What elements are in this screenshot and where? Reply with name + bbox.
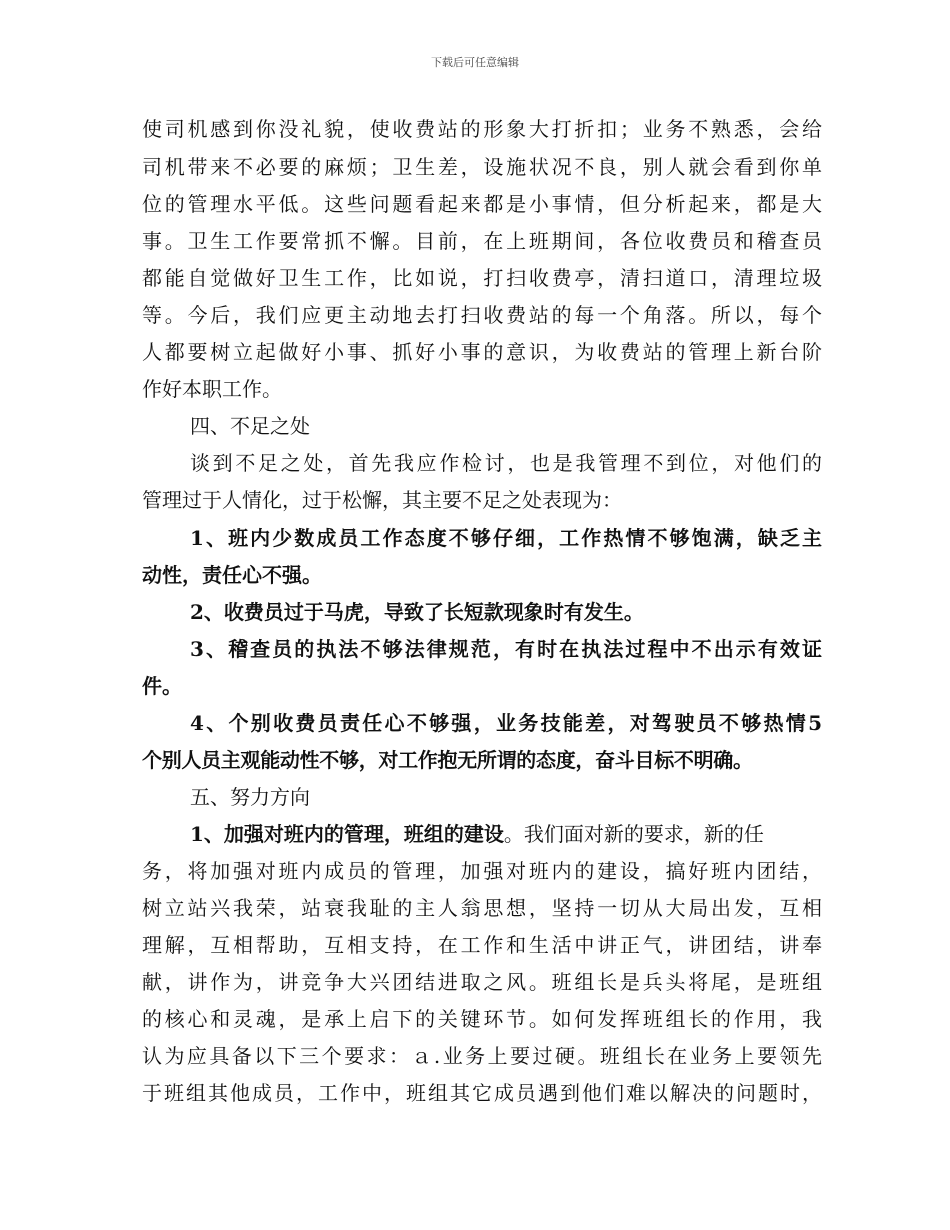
- paragraph-line: 都能自觉做好卫生工作，比如说，打扫收费亭，清扫道口，清理垃圾: [142, 266, 822, 290]
- list-item-line: 动性，责任心不强。: [142, 563, 322, 587]
- list-item-line: 2、收费员过于马虎，导致了长短款现象时有发生。: [190, 600, 644, 624]
- paragraph-line: 司机带来不必要的麻烦；卫生差，设施状况不良，别人就会看到你单: [142, 155, 822, 179]
- list-item-line: 3、稽查员的执法不够法律规范，有时在执法过程中不出示有效证: [190, 637, 822, 661]
- paragraph-line: 管理过于人情化，过于松懈，其主要不足之处表现为：: [142, 488, 622, 512]
- paragraph-line: 等。今后，我们应更主动地去打扫收费站的每一个角落。所以，每个: [142, 303, 822, 327]
- paragraph-text: 。我们面对新的要求，新的任: [503, 822, 764, 846]
- paragraph-line: 谈到不足之处，首先我应作检讨，也是我管理不到位，对他们的: [190, 451, 822, 475]
- list-item-line: 1、班内少数成员工作态度不够仔细，工作热情不够饱满，缺乏主: [190, 526, 822, 550]
- page-header: 下载后可任意编辑: [431, 56, 519, 69]
- paragraph-line: 于班组其他成员，工作中，班组其它成员遇到他们难以解决的问题时，: [142, 1081, 822, 1105]
- paragraph-line: 理解，互相帮助，互相支持，在工作和生活中讲正气，讲团结，讲奉: [142, 933, 822, 957]
- list-item-line: 个别人员主观能动性不够，对工作抱无所谓的态度，奋斗目标不明确。: [142, 748, 753, 772]
- list-item-line: 4、个别收费员责任心不够强，业务技能差，对驾驶员不够热情5: [190, 711, 822, 735]
- paragraph-line: 的核心和灵魂，是承上启下的关键环节。如何发挥班组长的作用，我: [142, 1007, 822, 1031]
- paragraph-line: 献，讲作为，讲竞争大兴团结进取之风。班组长是兵头将尾，是班组: [142, 970, 822, 994]
- paragraph-line: 人都要树立起做好小事、抓好小事的意识，为收费站的管理上新台阶: [142, 340, 822, 364]
- paragraph-line: 事。卫生工作要常抓不懈。目前，在上班期间，各位收费员和稽查员: [142, 229, 822, 253]
- section-heading: 五、努力方向: [190, 785, 310, 809]
- paragraph-line: 务，将加强对班内成员的管理，加强对班内的建设，搞好班内团结，: [142, 859, 822, 883]
- list-item-line: 件。: [142, 674, 182, 698]
- paragraph-line: [190, 815, 822, 853]
- paragraph-line: 使司机感到你没礼貌，使收费站的形象大打折扣；业务不熟悉，会给: [142, 117, 822, 141]
- paragraph-line: 位的管理水平低。这些问题看起来都是小事情，但分析起来，都是大: [142, 192, 822, 216]
- paragraph-line: 认为应具备以下三个要求：ａ.业务上要过硬。班组长在业务上要领先: [142, 1044, 822, 1068]
- paragraph-line: 树立站兴我荣，站衰我耻的主人翁思想，坚持一切从大局出发，互相: [142, 896, 822, 920]
- paragraph-line: 作好本职工作。: [142, 377, 282, 401]
- bold-lead-text: 1、加强对班内的管理，班组的建设: [190, 822, 504, 846]
- section-heading: 四、不足之处: [190, 414, 310, 438]
